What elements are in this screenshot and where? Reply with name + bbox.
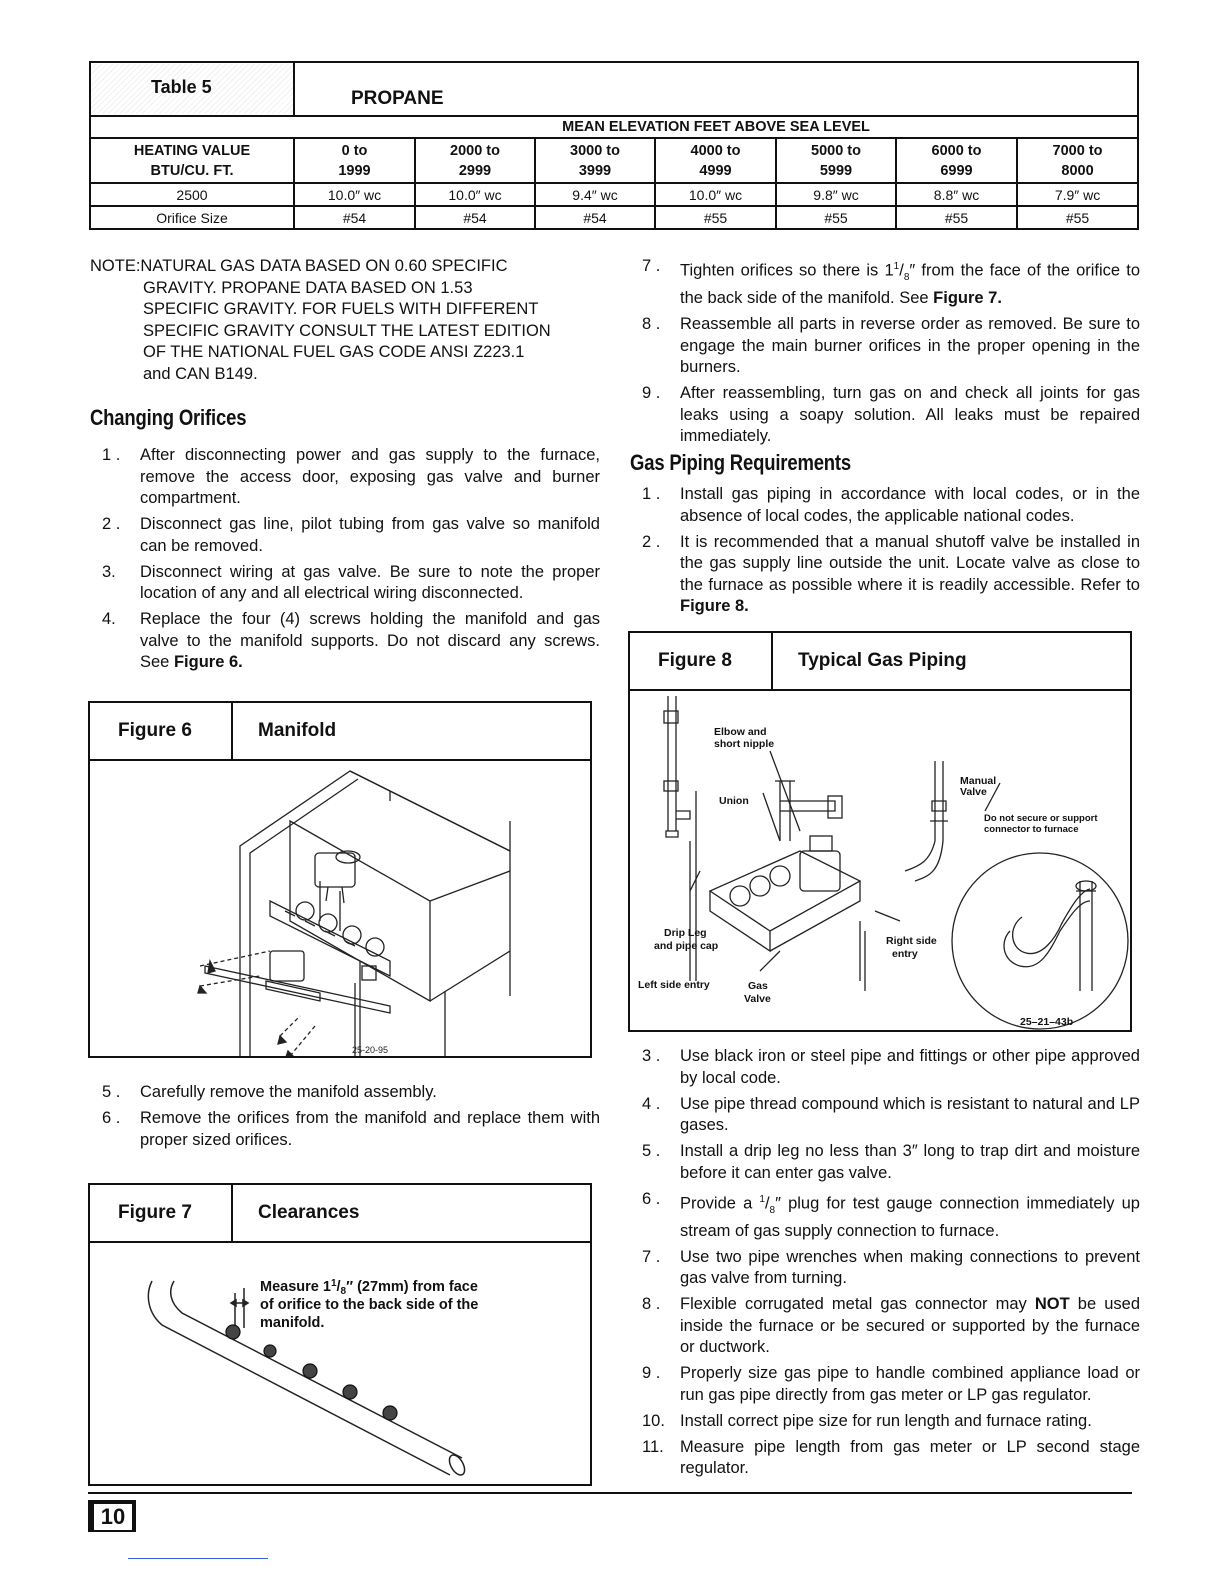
list-item: 9 . After reassembling, turn gas on and check all joints for gas leaks using a soapy solution. All leaks must be repaired immediately.: [642, 384, 1140, 446]
label-drip-leg: Drip Leg: [664, 927, 707, 939]
label-valve: Valve: [960, 786, 987, 798]
row-label: Orifice Size: [90, 206, 294, 229]
table-cell: #55: [1017, 206, 1138, 229]
figure-6-manifold: [88, 701, 592, 1058]
figure-title: Manifold: [258, 720, 337, 741]
changing-orifices-steps: [90, 445, 600, 678]
footer-rule: [88, 1492, 1132, 1494]
list-item: 8 . Flexible corrugated metal gas connector may NOT be used inside the furnace or be secured or supported by the furnace or ductwork.: [642, 1295, 1140, 1357]
figure-header: [90, 1185, 590, 1243]
figure-title: Typical Gas Piping: [798, 650, 967, 671]
table-cell: #55: [896, 206, 1017, 229]
changing-orifices-heading: Changing Orifices: [90, 405, 247, 430]
list-item: 1 . After disconnecting power and gas supply to the furnace, remove the access door, exposing gas valve and burner compartment.: [102, 446, 600, 507]
table-label-cell: [90, 62, 294, 116]
label-elbow: Elbow and: [714, 726, 767, 738]
elevation-range-header: 7000 to 8000: [1017, 138, 1138, 183]
gas-piping-steps: [630, 484, 1140, 622]
label-right-side: Right side: [886, 935, 937, 947]
table-cell: #54: [415, 206, 535, 229]
list-item: 8 . Reassemble all parts in reverse order as removed. Be sure to engage the main burner orifices in the proper opening in the burners.: [642, 315, 1140, 377]
gas-piping-illustration: [630, 691, 1130, 1030]
list-item: 7 . Use two pipe wrenches when making connections to prevent gas valve from turning.: [642, 1247, 1140, 1288]
manifold-pipe-illustration: [90, 1243, 590, 1484]
table-cell: 7.9″ wc: [1017, 183, 1138, 206]
label-pipe-cap: and pipe cap: [654, 940, 719, 952]
figure-header: [630, 633, 1130, 691]
list-item: 6 . Provide a $^1/_8''$ plug for test gauge connection immediately up stream of gas supply connection to furnace.: [642, 1189, 1140, 1240]
label-left-entry: Left side entry: [638, 979, 710, 991]
elevation-range-header: 6000 to 6999: [896, 138, 1017, 183]
figure-code: 25–21–43b: [1020, 1016, 1074, 1028]
gas-piping-heading: Gas Piping Requirements: [630, 450, 852, 475]
table-row: [90, 206, 1138, 229]
table-title: PROPANE: [294, 62, 1138, 116]
row-label: 2500: [90, 183, 294, 206]
list-item: 5 . Install a drip leg no less than 3″ long to trap dirt and moisture before it can enter gas valve.: [642, 1142, 1140, 1182]
table-cell: #54: [535, 206, 655, 229]
elevation-range-header: 2000 to 2999: [415, 138, 535, 183]
table-cell: #55: [776, 206, 896, 229]
gas-data-note: NOTE:NATURAL GAS DATA BASED ON 0.60 SPECIFIC GRAVITY. PROPANE DATA BASED ON 1.53 SPECIFIC GRAVITY. FOR FUELS WITH DIFFERENT SPECIFIC GRAVITY CONSULT THE LATEST EDITION OF THE NATIONAL FUEL GAS CODE ANSI Z223.1 and CAN B149.: [90, 257, 551, 383]
list-item: 3. Disconnect wiring at gas valve. Be sure to note the proper location of any and all electrical wiring disconnected.: [102, 562, 600, 602]
page-number-box: [88, 1500, 136, 1532]
list-item: 3 . Use black iron or steel pipe and fittings or other pipe approved by local code.: [642, 1047, 1140, 1087]
table-cell: 10.0″ wc: [655, 183, 776, 206]
label-short-nipple: short nipple: [714, 738, 775, 750]
list-item: 10. Install correct pipe size for run length and furnace rating.: [642, 1411, 1092, 1430]
label-gas-valve: Valve: [744, 993, 771, 1005]
figure-number: Figure 6: [90, 703, 233, 759]
list-item: 9 . Properly size gas pipe to handle combined appliance load or run gas pipe directly from gas meter or LP gas regulator.: [642, 1364, 1140, 1404]
list-item: 11. Measure pipe length from gas meter or LP second stage regulator.: [642, 1437, 1140, 1478]
manifold-illustration: [90, 761, 590, 1056]
clearance-callout: Measure $1^1/_8''$ (27mm) from face of orifice to the back side of the manifold.: [260, 1278, 479, 1331]
heating-value-header: HEATING VALUE BTU/CU. FT.: [90, 138, 294, 183]
page-number: 10: [94, 1504, 132, 1530]
figure-header: [90, 703, 590, 761]
label-do-not-secure: Do not secure or support: [984, 813, 1098, 824]
list-item: 5 . Carefully remove the manifold assembly.: [102, 1083, 437, 1101]
label-gas: Gas: [748, 980, 768, 992]
table-cell: #55: [655, 206, 776, 229]
list-item: 1 . Install gas piping in accordance with local codes, or in the absence of local codes, the applicable national codes.: [642, 485, 1140, 525]
figure-number: Figure 7: [90, 1185, 233, 1241]
table-cell: 9.8″ wc: [776, 183, 896, 206]
table-cell: #54: [294, 206, 415, 229]
label-connector: connector to furnace: [984, 824, 1079, 835]
table-cell: 9.4″ wc: [535, 183, 655, 206]
figure-7-clearances: [88, 1183, 592, 1486]
figure-number: Figure 8: [630, 633, 773, 689]
label-union: Union: [719, 795, 749, 807]
figure-title: Clearances: [258, 1202, 360, 1223]
figure-code: 25-20-95: [352, 1045, 389, 1055]
table-label: Table 5: [91, 64, 293, 114]
list-item: 7 . Tighten orifices so there is $1^1/_8''$ from the face of the orifice to the back side of the manifold. See Figure 7.: [642, 257, 1141, 308]
list-item: 4 . Use pipe thread compound which is resistant to natural and LP gases.: [642, 1094, 1140, 1134]
list-item: 2 . Disconnect gas line, pilot tubing from gas valve so manifold can be removed.: [102, 515, 600, 555]
list-item: 2 . It is recommended that a manual shutoff valve be installed in the gas supply line outside the unit. Locate valve as close to the furnace as possible where it is readily accessible. Refer to Figure 8.: [642, 532, 1140, 615]
elevation-range-header: 0 to 1999: [294, 138, 415, 183]
figure-8-typical-gas-piping: [628, 631, 1132, 1032]
table-cell: 10.0″ wc: [415, 183, 535, 206]
changing-orifices-steps-continued: [90, 1082, 600, 1156]
elevation-header: MEAN ELEVATION FEET ABOVE SEA LEVEL: [90, 116, 1138, 138]
footer-link-line: [128, 1558, 268, 1559]
label-entry: entry: [892, 948, 918, 960]
table-5: [89, 61, 1139, 230]
gas-piping-steps-continued: [630, 1046, 1140, 1484]
elevation-range-header: 4000 to 4999: [655, 138, 776, 183]
table-row: [90, 183, 1138, 206]
changing-orifices-steps-right: [630, 256, 1140, 452]
table-cell: 10.0″ wc: [294, 183, 415, 206]
elevation-range-header: 3000 to 3999: [535, 138, 655, 183]
elevation-range-header: 5000 to 5999: [776, 138, 896, 183]
table-cell: 8.8″ wc: [896, 183, 1017, 206]
list-item: 6 . Remove the orifices from the manifold and replace them with proper sized orifices.: [102, 1109, 600, 1149]
list-item: 4. Replace the four (4) screws holding the manifold and gas valve to the manifold supports. Do not discard any screws. See Figure 6.: [102, 610, 600, 671]
label-manual: Manual: [960, 775, 997, 787]
